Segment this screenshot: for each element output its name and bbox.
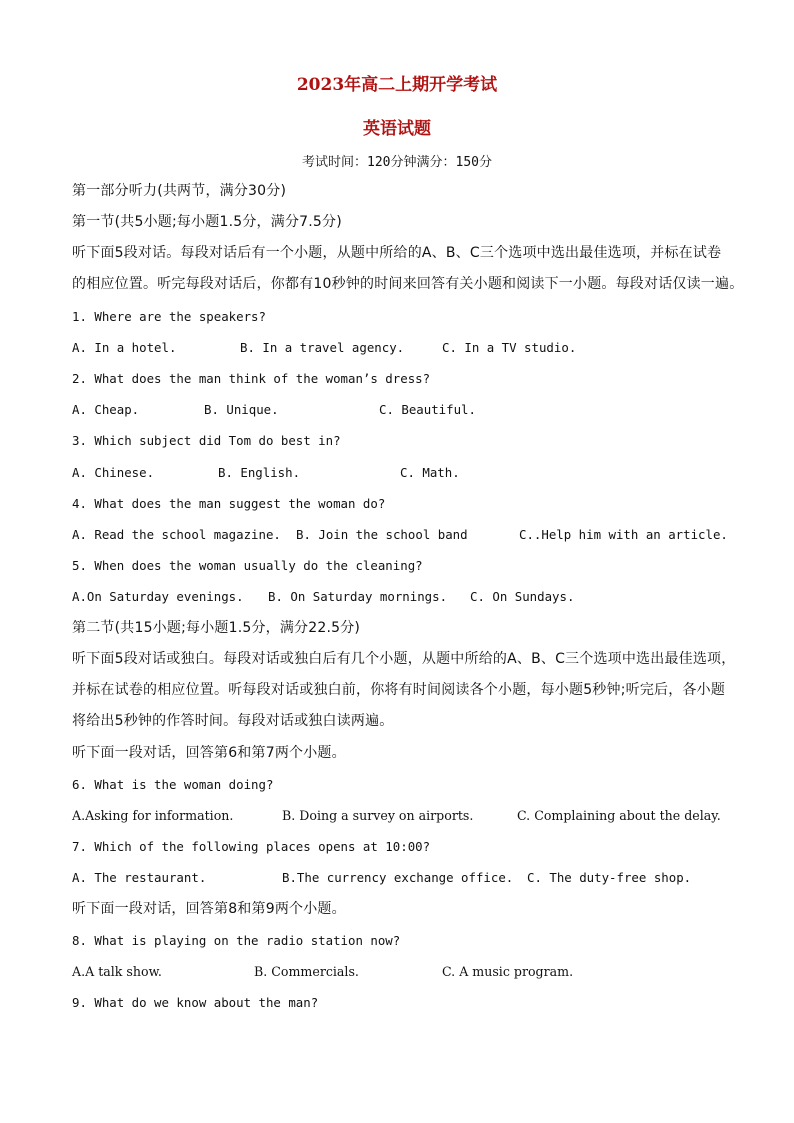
question-4: 4. What does the man suggest the woman do? xyxy=(72,496,386,511)
exam-info: 考试时间：120分钟满分：150分 xyxy=(302,155,492,170)
exam-subtitle: 英语试题 xyxy=(363,119,431,139)
option-a: A. Chinese. xyxy=(72,465,155,480)
option-c: C. In a TV studio. xyxy=(442,340,577,355)
section2-instruction-line1: 听下面5段对话或独白。每段对话或独白后有几个小题，从题中所给的A、B、C三个选项中选出最佳选项， xyxy=(72,651,736,667)
section1-heading: 第一节(共5小题;每小题1.5分，满分7.5分) xyxy=(72,214,342,230)
option-a: A. Cheap. xyxy=(72,402,140,417)
option-c: C. Beautiful. xyxy=(379,402,476,417)
option-a: A. In a hotel. xyxy=(72,340,177,355)
option-b: B. Unique. xyxy=(204,402,279,417)
option-c: C. The duty-free shop. xyxy=(527,870,692,885)
question-7: 7. Which of the following places opens at 10:00? xyxy=(72,839,431,854)
option-a: A.A talk show. xyxy=(72,964,162,979)
question-2: 2. What does the man think of the woman’s dress? xyxy=(72,371,431,386)
question-6: 6. What is the woman doing? xyxy=(72,777,274,792)
option-c: C. Math. xyxy=(400,465,460,480)
option-b: B. English. xyxy=(218,465,301,480)
option-b: B. In a travel agency. xyxy=(240,340,405,355)
section1-instruction-line1: 听下面5段对话。每段对话后有一个小题，从题中所给的A、B、C三个选项中选出最佳选项，并标在试卷 xyxy=(72,245,722,261)
question-5: 5. When does the woman usually do the cleaning? xyxy=(72,558,423,573)
option-c: C..Help him with an article. xyxy=(519,527,728,542)
dialog-6-intro: 听下面一段对话，回答第6和第7两个小题。 xyxy=(72,745,346,761)
option-c: C. Complaining about the delay. xyxy=(517,808,721,823)
option-a: A. The restaurant. xyxy=(72,870,207,885)
question-9: 9. What do we know about the man? xyxy=(72,995,319,1010)
question-8: 8. What is playing on the radio station now? xyxy=(72,933,401,948)
exam-title: 2023年高二上期开学考试 xyxy=(296,75,498,95)
option-b: B. On Saturday mornings. xyxy=(268,589,448,604)
section2-heading: 第二节(共15小题;每小题1.5分，满分22.5分) xyxy=(72,620,361,636)
option-b: B. Commercials. xyxy=(254,964,359,979)
dialog-8-intro: 听下面一段对话，回答第8和第9两个小题。 xyxy=(72,901,346,917)
section2-instruction-line3: 将给出5秒钟的作答时间。每段对话或独白读两遍。 xyxy=(72,713,394,729)
part1-heading: 第一部分听力(共两节，满分30分) xyxy=(72,183,287,199)
option-c: C. A music program. xyxy=(442,964,574,979)
question-3: 3. Which subject did Tom do best in? xyxy=(72,433,341,448)
option-c: C. On Sundays. xyxy=(470,589,575,604)
option-b: B. Join the school band xyxy=(296,527,468,542)
section2-instruction-line2: 并标在试卷的相应位置。听每段对话或独白前，你将有时间阅读各个小题，每小题5秒钟;听完后，各小题 xyxy=(72,682,726,698)
question-1: 1. Where are the speakers? xyxy=(72,309,266,324)
option-b: B. Doing a survey on airports. xyxy=(282,808,474,823)
option-b: B.The currency exchange office. xyxy=(282,870,514,885)
option-a: A.Asking for information. xyxy=(72,808,234,823)
option-a: A. Read the school magazine. xyxy=(72,527,281,542)
option-a: A.On Saturday evenings. xyxy=(72,589,244,604)
section1-instruction-line2: 的相应位置。听完每段对话后，你都有10秒钟的时间来回答有关小题和阅读下一小题。每段对话仅读一遍。 xyxy=(72,276,744,292)
